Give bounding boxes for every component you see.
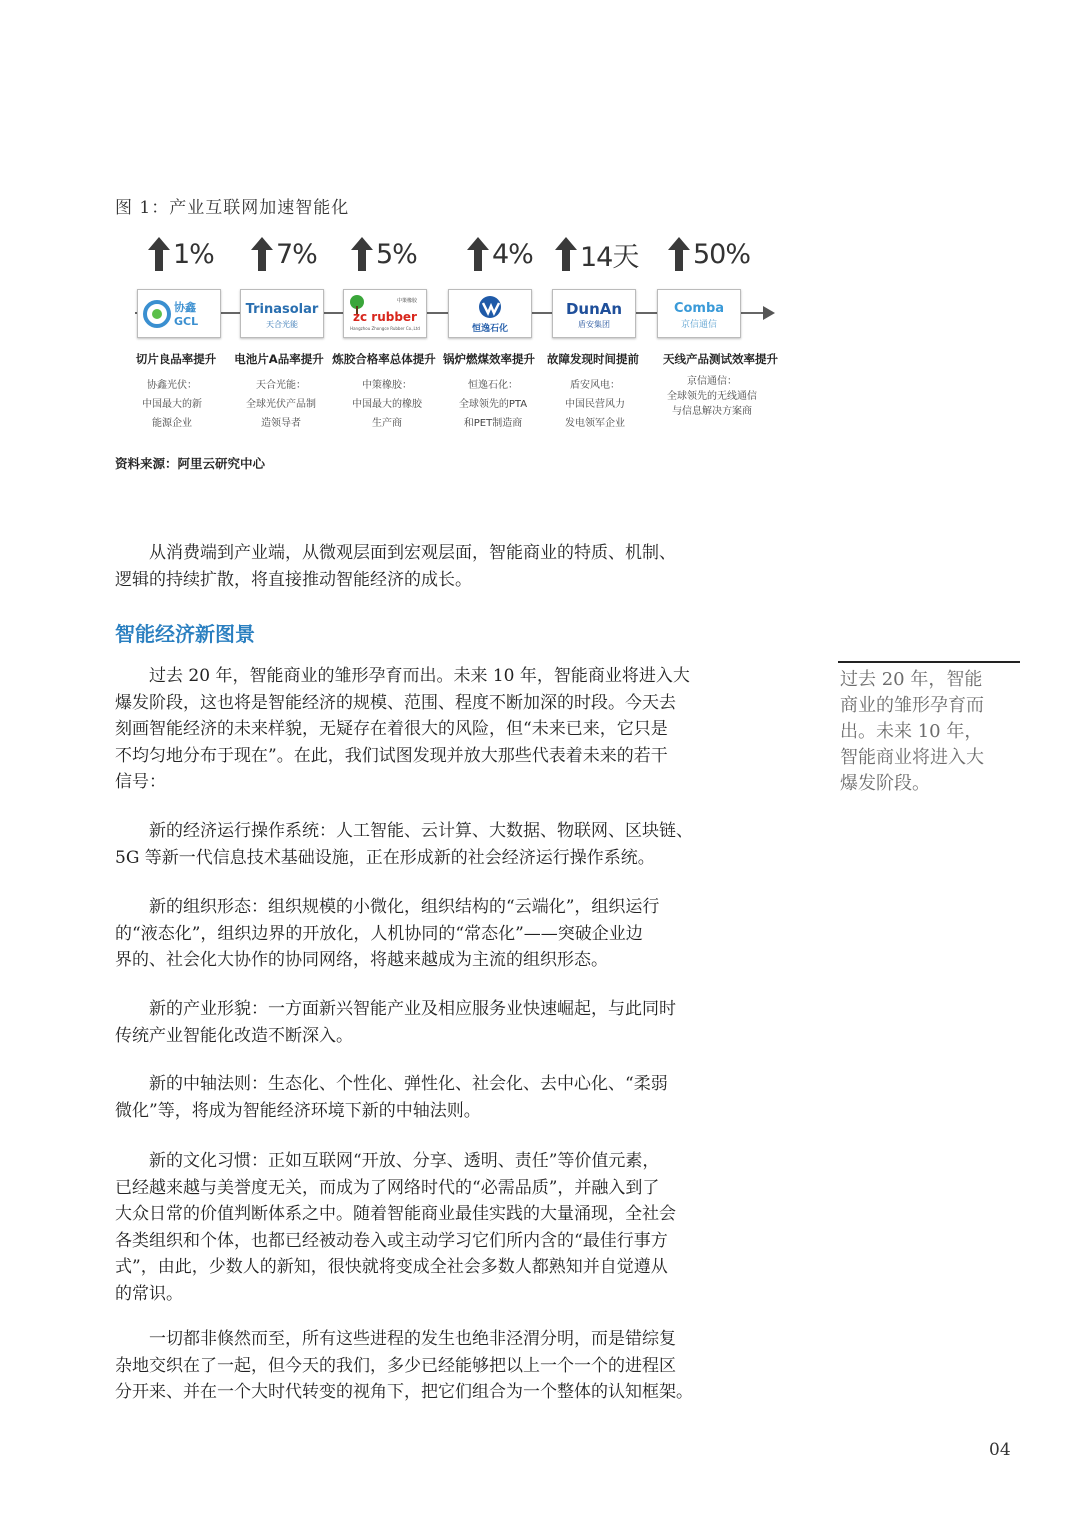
text-line: 大众日常的价值判断体系之中。随着智能商业最佳实践的大量涌现，全社会 [115, 1204, 676, 1224]
text-line: 过去 20 年，智能 [840, 669, 983, 690]
stat-5 [555, 232, 659, 276]
company-title: 锅炉燃煤效率提升 [443, 352, 535, 366]
logo-text: GCL [174, 314, 199, 328]
source-note: 资料来源：阿里云研究中心 [115, 456, 266, 471]
text-line: 杂地交织在了一起，但今天的我们，多少已经能够把以上一个一个的进程区 [115, 1355, 676, 1376]
up-arrow-icon [668, 237, 690, 271]
body-paragraph [115, 818, 775, 871]
desc-line: 中国民营风力 [565, 399, 625, 410]
body-paragraph [115, 996, 775, 1049]
stat-value: 50% [693, 238, 751, 270]
text-line: 过去 20 年，智能商业的雏形孕育而出。未来 10 年，智能商业将进入大 [115, 666, 690, 686]
text-line: 不均匀地分布于现在”。在此，我们试图发现并放大那些代表着未来的若干 [115, 745, 668, 766]
company-desc [441, 376, 545, 433]
text-line: 从消费端到产业端，从微观层面到宏观层面，智能商业的特质、机制、 [115, 543, 676, 563]
desc-line: 京信通信： [687, 376, 737, 387]
desc-line: 全球光伏产品制 [246, 399, 316, 410]
logo-gcl [137, 289, 221, 338]
body-paragraph [115, 1326, 775, 1406]
stat-value: 1% [173, 238, 214, 270]
stat-value: 4% [492, 238, 533, 270]
company-desc [543, 376, 647, 433]
text-line: 爆发阶段。 [840, 773, 930, 794]
logo-text: Trinasolar [245, 301, 319, 317]
company-desc [660, 374, 764, 419]
text-line: 已经越来越与美誉度无关，而成为了网络时代的“必需品质”，并融入到了 [115, 1177, 660, 1198]
text-line: 式”，由此，少数人的新知，很快就将变成全社会多数人都熟知并自觉遵从 [115, 1257, 668, 1277]
text-line: 的常识。 [115, 1283, 183, 1304]
desc-line: 盾安风电： [570, 380, 620, 391]
text-line: 爆发阶段，这也将是智能经济的规模、范围、程度不断加深的时段。今天去 [115, 692, 676, 713]
text-line: 出。未来 10 年， [840, 721, 983, 742]
stat-3 [351, 232, 455, 276]
svg-text:Hangzhou Zhongce Rubber Co.,Lt: Hangzhou Zhongce Rubber Co.,Ltd [350, 325, 420, 331]
pull-quote [840, 667, 1030, 797]
timeline-arrowhead-icon [763, 306, 775, 320]
up-arrow-icon [351, 237, 373, 271]
text-line: 新的文化习惯：正如互联网“开放、分享、透明、责任”等价值元素， [115, 1151, 660, 1171]
company-title: 电池片A品率提升 [234, 352, 324, 366]
pull-quote-rule [838, 661, 1020, 663]
desc-line: 全球领先的无线通信 [667, 391, 757, 402]
text-line: 5G 等新一代信息技术基础设施，正在形成新的社会经济运行操作系统。 [115, 847, 655, 868]
stat-6 [668, 232, 772, 276]
logo-hengyi [448, 289, 532, 338]
desc-line: 中国最大的新 [142, 399, 202, 410]
text-line: 传统产业智能化改造不断深入。 [115, 1025, 353, 1046]
logo-text: zc rubber [353, 309, 417, 324]
company-title: 切片良品率提升 [135, 352, 217, 366]
stat-1 [148, 232, 252, 276]
company-title: 故障发现时间提前 [547, 352, 639, 366]
company-desc [120, 376, 224, 433]
logo-text: DunAn [565, 299, 623, 318]
text-line: 刻画智能经济的未来样貌，无疑存在着很大的风险，但“未来已来，它只是 [115, 719, 668, 739]
desc-line: 中国最大的橡胶 [352, 399, 422, 410]
text-line: 微化”等，将成为智能经济环境下新的中轴法则。 [115, 1100, 481, 1121]
company-title: 炼胶合格率总体提升 [332, 352, 436, 366]
body-paragraph [115, 1071, 775, 1124]
text-line: 商业的雏形孕育而 [840, 695, 984, 716]
desc-line: 恒逸石化： [468, 380, 518, 391]
desc-line: 造领导者 [261, 418, 301, 429]
text-line: 新的经济运行操作系统：人工智能、云计算、大数据、物联网、区块链、 [115, 821, 693, 841]
body-paragraph [115, 894, 775, 974]
text-line: 一切都非倏然而至，所有这些进程的发生也绝非泾渭分明，而是错综复 [115, 1329, 676, 1349]
up-arrow-icon [555, 237, 577, 271]
desc-line: 和PET制造商 [463, 418, 523, 429]
logo-comba [657, 289, 741, 338]
desc-line: 中策橡胶： [362, 380, 412, 391]
text-line: 各类组织和个体，也都已经被动卷入或主动学习它们所内含的“最佳行事方 [115, 1230, 668, 1251]
desc-line: 天合光能： [256, 380, 306, 391]
stat-value: 14天 [580, 241, 639, 273]
logo-dunan [552, 289, 636, 338]
text-line: 逻辑的持续扩散，将直接推动智能经济的成长。 [115, 569, 472, 590]
text-line: 分开来、并在一个大时代转变的视角下，把它们组合为一个整体的认知框架。 [115, 1382, 693, 1402]
text-line: 的“液态化”，组织边界的开放化，人机协同的“常态化”——突破企业边 [115, 923, 643, 944]
desc-line: 与信息解决方案商 [672, 406, 752, 417]
stat-value: 5% [376, 238, 417, 270]
logo-text: 协鑫 [174, 300, 196, 314]
logo-text: 京信通信 [680, 319, 718, 330]
desc-line: 生产商 [372, 418, 402, 429]
logo-text: 天合光能 [266, 319, 298, 329]
text-line: 智能商业将进入大 [840, 747, 984, 768]
up-arrow-icon [467, 237, 489, 271]
company-desc [229, 376, 333, 433]
text-line: 界的、社会化大协作的协同网络，将越来越成为主流的组织形态。 [115, 950, 608, 970]
company-desc [335, 376, 439, 433]
logo-text: 恒逸石化 [471, 323, 509, 334]
body-paragraph [115, 1148, 775, 1307]
stat-2 [251, 232, 355, 276]
figure-caption: 图 1：产业互联网加速智能化 [115, 198, 350, 218]
page-number: 04 [989, 1440, 1011, 1460]
desc-line: 全球领先的PTA [458, 399, 528, 410]
body-paragraph [115, 663, 775, 796]
section-heading: 智能经济新图景 [115, 622, 255, 646]
text-line: 信号： [115, 772, 166, 792]
up-arrow-icon [251, 237, 273, 271]
desc-line: 能源企业 [152, 418, 192, 429]
desc-line: 协鑫光伏： [147, 380, 197, 391]
intro-paragraph [115, 540, 775, 593]
text-line: 新的产业形貌：一方面新兴智能产业及相应服务业快速崛起，与此同时 [115, 999, 676, 1019]
text-line: 新的组织形态：组织规模的小微化，组织结构的“云端化”，组织运行 [115, 897, 660, 917]
text-line: 新的中轴法则：生态化、个性化、弹性化、社会化、去中心化、“柔弱 [115, 1074, 668, 1094]
logo-zcrubber [343, 289, 427, 338]
company-title: 天线产品测试效率提升 [663, 352, 778, 366]
svg-text:中策橡胶: 中策橡胶 [396, 297, 418, 304]
stat-value: 7% [276, 238, 317, 270]
logo-trinasolar [240, 289, 324, 338]
logo-text: Comba [673, 300, 725, 316]
up-arrow-icon [148, 237, 170, 271]
desc-line: 发电领军企业 [565, 418, 625, 429]
logo-text: 盾安集团 [578, 319, 610, 329]
